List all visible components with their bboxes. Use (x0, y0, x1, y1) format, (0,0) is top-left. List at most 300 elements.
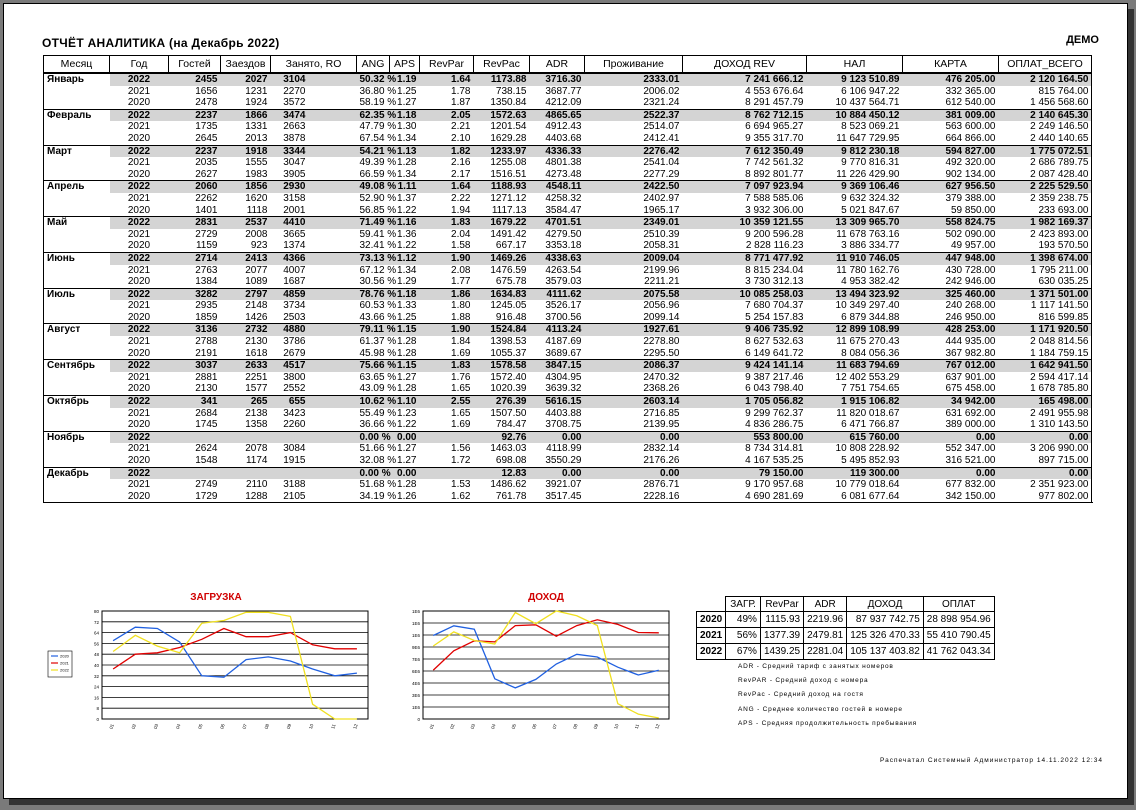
table-cell: 1.22 (397, 204, 417, 216)
table-cell: 2478 (195, 97, 218, 109)
spacer-cell (309, 348, 357, 360)
table-cell: 1 982 169.37 (999, 217, 1092, 229)
table-cell: 1 915 106.82 (807, 396, 903, 408)
x-tick-label: 08 (263, 723, 271, 730)
month-cell (44, 276, 110, 288)
table-cell: 2020 (127, 204, 151, 216)
month-cell (44, 491, 110, 503)
table-cell: 2503 (283, 311, 306, 323)
table-cell (169, 467, 221, 479)
y-tick-label: 80 (93, 609, 99, 614)
table-cell: 2.16 (451, 157, 471, 169)
table-cell: 2027 (221, 73, 271, 86)
table-cell: 36.80 % (359, 85, 397, 97)
column-header: Месяц (44, 56, 110, 74)
table-cell: 0.00 (585, 431, 683, 443)
table-cell: 79.11 % (357, 324, 390, 336)
table-cell: 71.49 % (357, 217, 390, 229)
table-cell: 11 678 763.16 (836, 228, 900, 240)
table-cell: 1 705 056.82 (683, 396, 807, 408)
table-cell: 2716.85 (643, 407, 680, 419)
table-cell: 1384 (195, 276, 218, 288)
table-cell: 3700.56 (545, 311, 582, 323)
table-cell: 1629.28 (490, 132, 527, 144)
table-cell: 977 802.00 (999, 491, 1092, 503)
table-cell: 1.27 (397, 97, 417, 109)
table-cell: 3905 (283, 168, 306, 180)
table-cell: 1401 (195, 204, 218, 216)
table-cell: 2058.31 (643, 240, 680, 252)
table-cell: 12 899 108.99 (807, 324, 903, 336)
y-tick-label: 1E6 (411, 633, 420, 638)
table-cell: 2 249 146.50 (1030, 121, 1089, 133)
table-cell: 2020 (127, 455, 151, 466)
summary-cell: 1377.39 (760, 628, 803, 644)
table-cell: 6 149 641.72 (745, 347, 804, 359)
table-cell: 2 087 428.40 (1030, 168, 1089, 180)
table-cell: 9 369 106.46 (807, 181, 903, 193)
summary-row (697, 628, 995, 644)
table-row (44, 360, 1092, 372)
table-cell: 1.94 (451, 204, 471, 216)
table-cell: 43.09 % (359, 383, 397, 395)
table-cell: 325 460.00 (903, 288, 999, 300)
table-cell: 7 680 704.37 (745, 300, 804, 312)
table-cell: 2013 (245, 132, 268, 144)
table-cell: 1735 (195, 121, 218, 133)
table-row (44, 467, 1092, 479)
table-cell: 1.64 (420, 181, 474, 193)
table-cell: 1.76 (451, 371, 471, 383)
table-cell: 6 081 677.64 (807, 491, 903, 503)
table-cell: 1374 (283, 240, 306, 252)
table-header-row (44, 56, 1092, 74)
table-cell: 1.28 (397, 383, 417, 395)
spacer-cell (309, 86, 357, 98)
summary-cell: 2281.04 (804, 644, 847, 660)
table-cell: 1.53 (451, 479, 471, 491)
table-cell: 1.22 (397, 240, 417, 252)
table-cell: 52.90 % (359, 192, 397, 204)
table-cell: 1.80 (451, 300, 471, 312)
table-cell: 3708.75 (545, 419, 582, 431)
table-cell: 2537 (221, 217, 271, 229)
table-cell: 2788 (195, 336, 218, 348)
table-cell: 2645 (195, 132, 218, 144)
column-header: Заездов (221, 56, 271, 74)
table-cell: 165 498.00 (999, 396, 1092, 408)
table-cell: 1 398 674.00 (999, 252, 1092, 264)
table-cell: 2260 (283, 419, 306, 431)
table-cell: 2633 (221, 360, 271, 372)
table-cell: 1358 (245, 419, 268, 431)
table-cell: 2881 (195, 371, 218, 383)
table-cell: 8 291 457.79 (745, 97, 804, 109)
table-body (44, 73, 1092, 503)
summary-cell: 28 898 954.96 (923, 612, 994, 628)
month-cell (44, 300, 110, 312)
table-cell: 2831 (169, 217, 221, 229)
table-cell: 2056.96 (643, 300, 680, 312)
table-cell: 3878 (283, 132, 306, 144)
month-cell (44, 265, 110, 277)
table-cell: 5616.15 (530, 396, 585, 408)
table-cell: 2876.71 (643, 479, 680, 491)
table-cell (221, 431, 271, 443)
table-cell: 0.00 (903, 467, 999, 479)
table-cell: 6 879 344.88 (841, 311, 900, 323)
table-cell: 1634.83 (474, 288, 530, 300)
table-row (44, 252, 1092, 264)
table-cell: 1.84 (451, 336, 471, 348)
table-cell: 2.08 (451, 264, 471, 276)
table-cell: 1159 (195, 240, 218, 252)
table-cell: 1.90 (420, 252, 474, 264)
table-cell: 897 715.00 (1038, 455, 1089, 466)
table-row (44, 348, 1092, 360)
spacer-cell (309, 372, 357, 384)
y-tick-label: 7E6 (411, 657, 420, 662)
table-cell: 67.12 % (359, 264, 397, 276)
summary-corner (697, 597, 726, 612)
table-cell: 9 355 317.70 (745, 132, 804, 144)
table-cell: 4410 (271, 217, 309, 229)
table-cell: 2191 (195, 347, 218, 359)
table-cell: 563 600.00 (945, 121, 996, 133)
month-cell (44, 205, 110, 217)
table-cell: 1486.62 (490, 479, 527, 491)
table-cell: 1350.84 (490, 97, 527, 109)
table-cell: 2679 (283, 347, 306, 359)
month-cell: Январь (44, 73, 110, 86)
table-cell: 1.58 (451, 240, 471, 252)
table-cell: 2199.96 (643, 264, 680, 276)
table-cell: 12.83 (474, 467, 530, 479)
table-cell: 4187.69 (545, 336, 582, 348)
table-cell: 2470.32 (643, 371, 680, 383)
table-cell: 246 950.00 (945, 311, 996, 323)
table-cell: 1174 (245, 455, 268, 466)
table-cell: 1.78 (451, 85, 471, 97)
table-cell: 4859 (271, 288, 309, 300)
table-row (44, 336, 1092, 348)
table-row (44, 145, 1092, 157)
table-cell: 1.18 (390, 109, 420, 121)
table-cell: 2402.97 (643, 192, 680, 204)
table-cell: 1516.51 (490, 168, 527, 180)
table-cell: 381 009.00 (903, 109, 999, 121)
table-cell: 75.66 % (357, 360, 390, 372)
table-cell: 4 836 286.75 (745, 419, 804, 431)
table-cell: 767 012.00 (903, 360, 999, 372)
table-cell: 4258.32 (545, 192, 582, 204)
table-cell: 92.76 (474, 431, 530, 443)
spacer-cell (309, 360, 357, 372)
table-cell: 923 (250, 240, 268, 252)
table-cell: 3847.15 (530, 360, 585, 372)
table-cell: 3639.32 (545, 383, 582, 395)
table-cell: 2.10 (451, 132, 471, 144)
table-cell: 59 850.00 (951, 204, 996, 216)
table-cell: 2022 (110, 360, 169, 372)
table-cell: 1656 (195, 85, 218, 97)
table-cell: 2 423 893.00 (1030, 228, 1089, 240)
table-cell: 332 365.00 (945, 85, 996, 97)
table-cell: 2021 (127, 85, 151, 97)
table-cell: 4338.63 (530, 252, 585, 264)
table-cell: 67.54 % (359, 132, 397, 144)
table-cell: 2729 (195, 228, 218, 240)
table-cell: 34 942.00 (903, 396, 999, 408)
month-cell (44, 419, 110, 431)
table-cell: 594 827.00 (903, 145, 999, 157)
table-cell: 2022 (110, 73, 169, 86)
table-row (44, 372, 1092, 384)
table-row (44, 181, 1092, 193)
table-cell: 32.41 % (359, 240, 397, 252)
table-cell: 2.55 (420, 396, 474, 408)
table-cell: 1.23 (397, 407, 417, 419)
table-cell: 1555 (245, 157, 268, 169)
table-cell: 11 780 162.76 (836, 264, 900, 276)
spacer-cell (309, 396, 357, 408)
load-chart-title: ЗАГРУЗКА (190, 592, 242, 603)
spacer-cell (309, 479, 357, 491)
table-cell: 276.39 (474, 396, 530, 408)
table-cell: 2020 (127, 311, 151, 323)
spacer-cell (309, 265, 357, 277)
table-cell: 3 886 334.77 (841, 240, 900, 252)
table-cell: 43.66 % (359, 311, 397, 323)
table-cell: 10 437 564.71 (835, 97, 900, 109)
table-cell: 1.87 (451, 97, 471, 109)
table-row (44, 300, 1092, 312)
table-cell: 3037 (169, 360, 221, 372)
table-cell: 32.08 % (359, 455, 397, 466)
y-tick-label: 56 (93, 641, 99, 647)
spacer-cell (309, 312, 357, 324)
column-header: НАЛ (807, 56, 903, 74)
table-cell: 1 795 211.00 (1030, 264, 1089, 276)
demo-label: ДЕМО (1066, 34, 1099, 46)
table-cell: 1577 (245, 383, 268, 395)
column-header: Год (110, 56, 169, 74)
table-cell: 4517 (271, 360, 309, 372)
table-cell: 2930 (271, 181, 309, 193)
table-cell: 1.69 (451, 347, 471, 359)
table-cell: 4912.43 (545, 121, 582, 133)
table-cell: 627 956.50 (903, 181, 999, 193)
table-cell: 13 494 323.92 (807, 288, 903, 300)
table-cell: 47.79 % (359, 121, 397, 133)
table-cell: 4801.38 (545, 157, 582, 169)
x-tick-label: 07 (241, 723, 248, 730)
table-cell: 2251 (245, 371, 268, 383)
table-cell: 444 935.00 (945, 336, 996, 348)
table-cell: 2 828 116.23 (745, 240, 804, 252)
table-cell: 11 226 429.90 (836, 168, 900, 180)
table-cell: 8 523 069.21 (841, 121, 900, 133)
table-cell: 2 351 923.00 (1030, 479, 1089, 491)
table-cell: 3550.29 (545, 455, 582, 466)
table-cell: 902 134.00 (945, 168, 996, 180)
legend-line: ANG - Среднее количество гостей в номере (738, 705, 903, 713)
table-cell: 2021 (127, 157, 151, 169)
table-cell: 1572.40 (490, 371, 527, 383)
table-cell: 2455 (169, 73, 221, 86)
table-cell: 78.76 % (357, 288, 390, 300)
table-cell: 1965.17 (643, 204, 680, 216)
spacer-cell (309, 419, 357, 431)
table-cell: 2022 (110, 145, 169, 157)
table-cell: 7 742 561.32 (745, 157, 804, 169)
month-cell (44, 121, 110, 133)
table-cell: 1173.88 (474, 73, 530, 86)
table-row (44, 443, 1092, 455)
x-tick-label: 05 (510, 723, 518, 730)
table-cell: 1469.26 (474, 252, 530, 264)
month-cell: Сентябрь (44, 360, 110, 372)
table-cell: 3047 (283, 157, 306, 169)
month-cell: Июнь (44, 252, 110, 264)
table-cell: 0.00 (530, 431, 585, 443)
table-cell: 1578.58 (474, 360, 530, 372)
table-cell: 630 035.25 (1038, 276, 1089, 288)
table-row (44, 383, 1092, 395)
table-cell: 4865.65 (530, 109, 585, 121)
month-cell: Февраль (44, 109, 110, 121)
table-cell: 916.48 (495, 311, 527, 323)
table-cell: 1 310 143.50 (1030, 419, 1089, 431)
table-cell: 2086.37 (585, 360, 683, 372)
table-cell: 62.35 % (357, 109, 390, 121)
table-cell: 9 200 596.28 (745, 228, 804, 240)
table-row (44, 193, 1092, 205)
column-header: КАРТА (903, 56, 999, 74)
table-cell: 1 775 072.51 (999, 145, 1092, 157)
table-cell: 2684 (195, 407, 218, 419)
table-cell: 2522.37 (585, 109, 683, 121)
y-tick-label: 6E6 (411, 669, 420, 674)
table-row (44, 121, 1092, 133)
table-cell: 50.32 % (357, 73, 390, 86)
table-cell: 49.39 % (359, 157, 397, 169)
table-cell: 3136 (169, 324, 221, 336)
table-cell: 2270 (283, 85, 306, 97)
table-cell: 9 299 762.37 (745, 407, 804, 419)
summary-year: 2020 (697, 612, 726, 628)
table-cell: 3353.18 (545, 240, 582, 252)
y-tick-label: 9E6 (411, 645, 420, 650)
table-cell: 1856 (221, 181, 271, 193)
table-cell: 1.83 (420, 217, 474, 229)
table-cell: 2021 (127, 121, 151, 133)
table-cell: 73.13 % (357, 252, 390, 264)
x-tick-label: 10 (307, 723, 315, 730)
table-cell: 2022 (110, 431, 169, 443)
y-tick-label: 64 (93, 630, 99, 636)
month-cell (44, 312, 110, 324)
table-cell: 240 268.00 (945, 300, 996, 312)
table-cell: 1.69 (451, 419, 471, 431)
table-cell: 60.53 % (359, 300, 397, 312)
table-cell: 2.05 (420, 109, 474, 121)
table-cell: 502 090.00 (945, 228, 996, 240)
table-cell: 1055.37 (490, 347, 527, 359)
table-cell: 3687.77 (545, 85, 582, 97)
table-cell: 2627 (195, 168, 218, 180)
table-row (44, 157, 1092, 169)
table-cell: 11 675 270.43 (836, 336, 900, 348)
table-cell: 761.78 (474, 491, 530, 503)
table-cell: 3 730 312.13 (745, 276, 804, 288)
month-cell: Март (44, 145, 110, 157)
table-cell: 8 627 532.63 (745, 336, 804, 348)
spacer-cell (309, 181, 357, 193)
table-cell: 379 388.00 (945, 192, 996, 204)
table-cell: 2541.04 (643, 157, 680, 169)
table-cell: 10.62 % (357, 396, 390, 408)
y-tick-label: 1E6 (411, 621, 420, 626)
table-row (44, 324, 1092, 336)
table-cell: 2022 (110, 324, 169, 336)
table-cell: 5 495 852.93 (841, 455, 900, 466)
table-cell: 2276.42 (585, 145, 683, 157)
table-cell: 2001 (283, 204, 306, 216)
table-cell: 2.22 (451, 192, 471, 204)
table-cell: 3665 (283, 228, 306, 240)
y-tick-label: 0 (417, 717, 420, 722)
load-chart (40, 605, 380, 740)
table-row (44, 419, 1092, 431)
table-cell: 1.33 (397, 300, 417, 312)
table-cell: 2763 (195, 264, 218, 276)
table-cell: 6 106 947.22 (841, 85, 900, 97)
table-cell: 784.47 (495, 419, 527, 431)
table-row (44, 479, 1092, 491)
spacer-cell (309, 97, 357, 109)
table-cell: 1915 (283, 455, 306, 466)
table-cell: 1.86 (420, 288, 474, 300)
summary-cell: 1115.93 (760, 612, 803, 628)
table-cell: 49 957.00 (951, 240, 996, 252)
table-cell: 1507.50 (490, 407, 527, 419)
table-cell: 2 686 789.75 (1030, 157, 1089, 169)
month-cell (44, 479, 110, 491)
table-cell: 9 632 324.32 (841, 192, 900, 204)
table-cell: 1.88 (451, 311, 471, 323)
table-cell: 1.37 (397, 192, 417, 204)
table-cell (221, 467, 271, 479)
table-cell: 2020 (127, 347, 151, 359)
table-cell: 1.28 (397, 479, 417, 491)
table-cell: 1.15 (390, 360, 420, 372)
table-cell: 8 892 801.77 (745, 168, 804, 180)
table-cell: 79 150.00 (683, 467, 807, 479)
table-cell: 0.00 (999, 431, 1092, 443)
table-cell: 1.83 (420, 360, 474, 372)
table-cell: 1.29 (397, 276, 417, 288)
table-cell: 1.34 (397, 264, 417, 276)
table-cell: 119 300.00 (807, 467, 903, 479)
summary-cell: 125 326 470.33 (847, 628, 924, 644)
table-cell: 2 491 955.98 (1030, 407, 1089, 419)
summary-cell: 1439.25 (760, 644, 803, 660)
x-tick-label: 04 (490, 723, 497, 730)
table-cell: 0.00 % (357, 467, 390, 479)
table-cell: 2 225 529.50 (999, 181, 1092, 193)
table-cell: 0.00 % (357, 431, 390, 443)
